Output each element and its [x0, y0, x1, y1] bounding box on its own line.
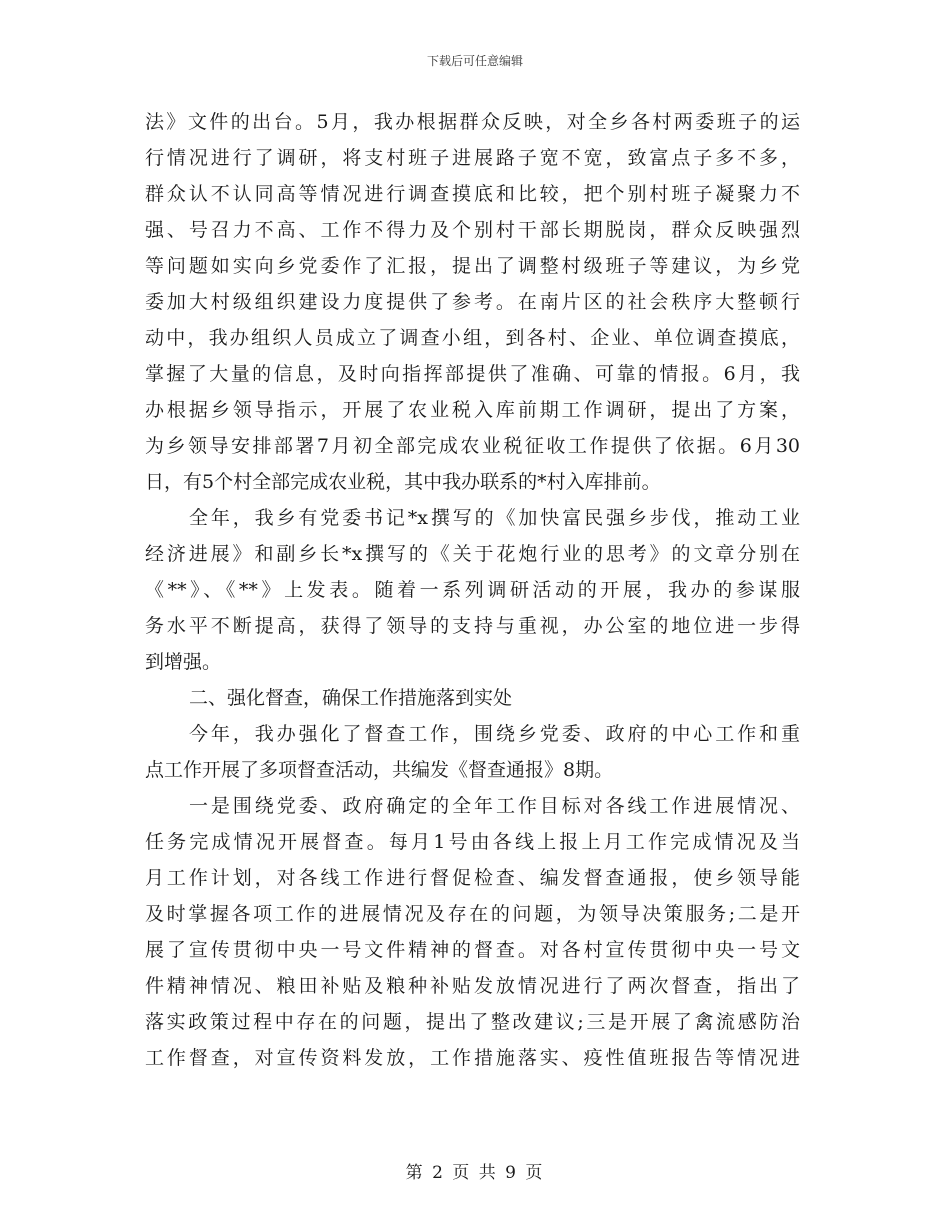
body-text-line: 点工作开展了多项督查活动，共编发《督查通报》8期。	[145, 759, 614, 781]
body-text-line: 件精神情况、粮田补贴及粮种补贴发放情况进行了两次督查，指出了	[145, 975, 800, 997]
body-text-line: 展了宣传贯彻中央一号文件精神的督查。对各村宣传贯彻中央一号文	[145, 939, 800, 961]
body-text-line: 强、号召力不高、工作不得力及个别村干部长期脱岗，群众反映强烈	[145, 219, 800, 241]
body-text-line: 到增强。	[145, 651, 222, 673]
body-text-line: 委加大村级组织建设力度提供了参考。在南片区的社会秩序大整顿行	[145, 291, 800, 313]
body-text-line: 一是围绕党委、政府确定的全年工作目标对各线工作进展情况、	[189, 795, 800, 817]
body-text-line: 行情况进行了调研，将支村班子进展路子宽不宽，致富点子多不多，	[145, 147, 800, 169]
body-text-line: 《**》、《**》上发表。随着一系列调研活动的开展，我办的参谋服	[145, 579, 800, 601]
body-text-line: 今年，我办强化了督查工作，围绕乡党委、政府的中心工作和重	[189, 723, 800, 745]
body-text-line: 办根据乡领导指示，开展了农业税入库前期工作调研，提出了方案，	[145, 399, 800, 421]
page-header-note: 下载后可任意编辑	[426, 54, 523, 68]
body-text-line: 工作督查，对宣传资料发放，工作措施落实、疫性值班报告等情况进	[145, 1047, 800, 1069]
document-body	[145, 104, 800, 1076]
body-text-line: 动中，我办组织人员成立了调查小组，到各村、企业、单位调查摸底，	[145, 327, 800, 349]
body-text-line: 落实政策过程中存在的问题，提出了整改建议;三是开展了禽流感防治	[145, 1011, 800, 1033]
body-text-line: 掌握了大量的信息，及时向指挥部提供了准确、可靠的情报。6月，我	[145, 363, 800, 385]
body-text-line: 日，有5个村全部完成农业税，其中我办联系的*村入库排前。	[145, 471, 661, 493]
body-text-line: 群众认不认同高等情况进行调查摸底和比较，把个别村班子凝聚力不	[145, 183, 800, 205]
body-text-line: 月工作计划，对各线工作进行督促检查、编发督查通报，使乡领导能	[145, 867, 800, 889]
page-footer: 第 2 页 共 9 页	[405, 1163, 545, 1183]
body-text-line: 等问题如实向乡党委作了汇报，提出了调整村级班子等建议，为乡党	[145, 255, 800, 277]
body-text-line: 任务完成情况开展督查。每月1号由各线上报上月工作完成情况及当	[145, 831, 800, 853]
body-text-line: 法》文件的出台。5月，我办根据群众反映，对全乡各村两委班子的运	[145, 111, 800, 133]
body-text-line: 二、强化督查，确保工作措施落到实处	[189, 687, 513, 709]
body-text-line: 经济进展》和副乡长*x撰写的《关于花炮行业的思考》的文章分别在	[145, 543, 800, 565]
body-text-line: 全年，我乡有党委书记*x撰写的《加快富民强乡步伐，推动工业	[189, 507, 800, 529]
body-text-line: 务水平不断提高，获得了领导的支持与重视，办公室的地位进一步得	[145, 615, 800, 637]
body-text-line: 为乡领导安排部署7月初全部完成农业税征收工作提供了依据。6月30	[145, 435, 800, 457]
body-text-line: 及时掌握各项工作的进展情况及存在的问题，为领导决策服务;二是开	[145, 903, 800, 925]
